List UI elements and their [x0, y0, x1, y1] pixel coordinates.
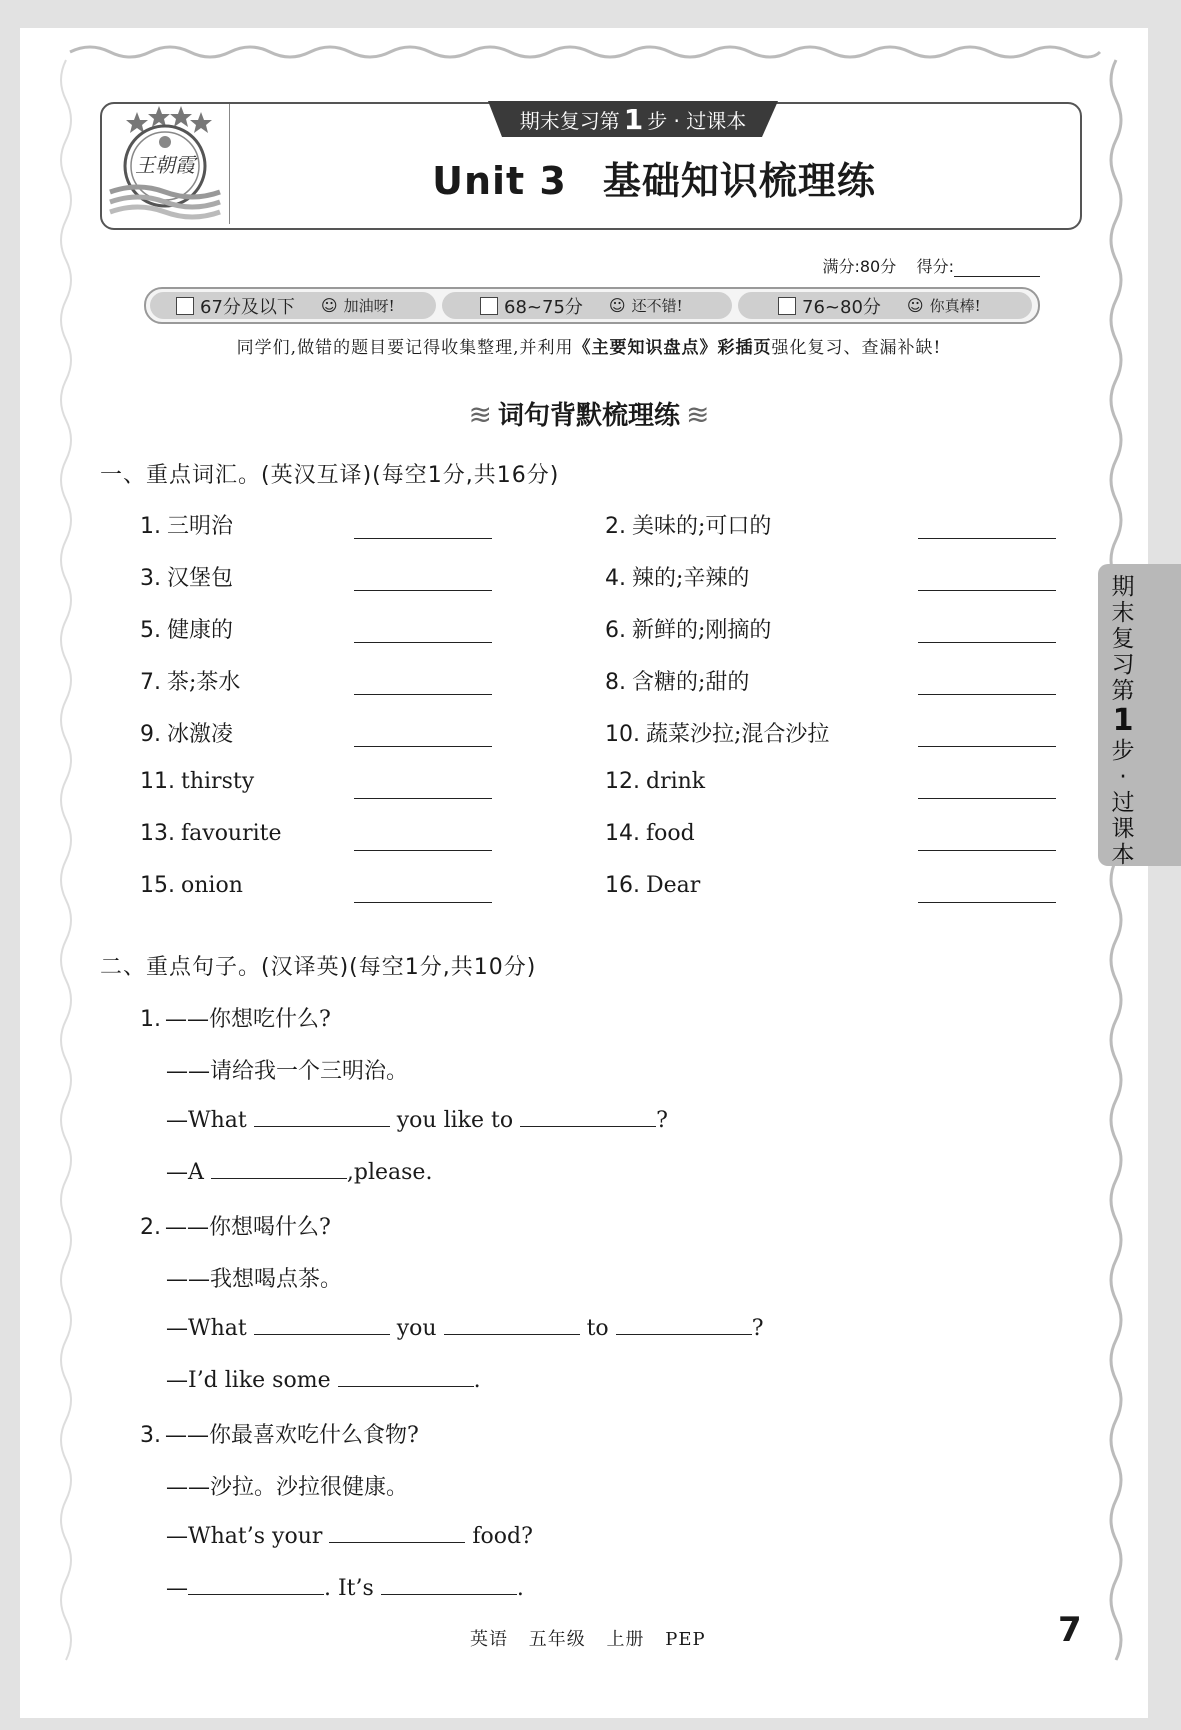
answer-blank[interactable]	[918, 642, 1056, 643]
rating-option-high[interactable]	[778, 289, 981, 322]
item-number: 7.	[140, 670, 161, 695]
rating-cheer: 还不错!	[631, 297, 683, 315]
question-3-en1	[166, 1522, 533, 1549]
rating-range: 67分及以下	[200, 296, 295, 318]
answer-blank[interactable]	[354, 642, 492, 643]
sentence-part: —What	[166, 1108, 247, 1133]
side-tab-text	[1098, 574, 1148, 868]
vocab-item	[140, 613, 233, 644]
rating-cheer: 加油呀!	[343, 297, 395, 315]
notice-bold: 《主要知识盘点》彩插页	[573, 338, 772, 358]
rating-cheer: 你真棒!	[929, 297, 981, 315]
checkbox-mid[interactable]	[480, 297, 498, 315]
question-text: ——你想吃什么?	[165, 1007, 331, 1032]
rating-option-mid[interactable]	[480, 289, 683, 322]
question-1-zh2: ——请给我一个三明治。	[166, 1059, 409, 1084]
side-char: 末	[1111, 600, 1135, 626]
item-number: 11.	[140, 769, 175, 794]
item-text: 含糖的;甜的	[632, 670, 750, 695]
answer-blank[interactable]	[918, 590, 1056, 591]
sentence-part: you like to	[396, 1108, 514, 1133]
vocab-item	[605, 561, 749, 592]
footer	[470, 1625, 706, 1651]
item-text: drink	[646, 769, 706, 794]
sentence-part: —I’d like some	[166, 1368, 331, 1393]
question-2-zh2: ——我想喝点茶。	[166, 1267, 343, 1292]
side-char: 课	[1111, 816, 1135, 842]
wave-decoration-icon: ≋	[468, 398, 492, 431]
vocab-item	[140, 821, 282, 846]
answer-blank[interactable]	[918, 694, 1056, 695]
answer-blank[interactable]	[354, 850, 492, 851]
step-banner-text	[488, 101, 778, 137]
notice-after: 强化复习、查漏补缺!	[771, 338, 942, 358]
rating-range: 76~80分	[802, 296, 881, 318]
sentence-part: .	[516, 1576, 524, 1601]
vocab-item	[605, 613, 771, 644]
item-text: food	[646, 821, 695, 846]
banner-prefix: 期末复习第	[519, 108, 620, 133]
answer-blank[interactable]	[520, 1106, 656, 1127]
item-text: 蔬菜沙拉;混合沙拉	[646, 722, 830, 747]
answer-blank[interactable]	[381, 1574, 517, 1595]
footer-edition: PEP	[665, 1629, 706, 1650]
item-number: 3.	[140, 566, 161, 591]
item-number: 12.	[605, 769, 640, 794]
side-char: 过	[1111, 790, 1135, 816]
score-blank[interactable]	[954, 262, 1040, 277]
item-text: 冰激凌	[167, 722, 234, 747]
vocab-item	[140, 561, 233, 592]
footer-grade: 五年级	[528, 1629, 586, 1650]
item-text: 茶;茶水	[167, 670, 241, 695]
vocab-item	[605, 769, 705, 794]
item-text: 健康的	[167, 618, 234, 643]
answer-blank[interactable]	[918, 746, 1056, 747]
rating-range: 68~75分	[504, 296, 583, 318]
answer-blank[interactable]	[616, 1314, 752, 1335]
answer-blank[interactable]	[254, 1106, 390, 1127]
publisher-logo-icon	[104, 106, 226, 222]
side-number: 1	[1112, 703, 1134, 738]
item-text: favourite	[181, 821, 282, 846]
sentence-part: —A	[166, 1160, 204, 1185]
unit-label: Unit 3	[432, 159, 567, 203]
smiley-face-icon: ☺	[608, 296, 626, 315]
vocab-item	[605, 717, 829, 748]
item-number: 13.	[140, 821, 175, 846]
answer-blank[interactable]	[211, 1158, 347, 1179]
side-char: 期	[1111, 574, 1135, 600]
side-char: 本	[1111, 842, 1135, 868]
question-3-zh2: ——沙拉。沙拉很健康。	[166, 1475, 409, 1500]
item-text: Dear	[646, 873, 701, 898]
item-text: 汉堡包	[167, 566, 234, 591]
question-number: 1.	[140, 1007, 161, 1032]
answer-blank[interactable]	[254, 1314, 390, 1335]
footer-subject: 英语	[470, 1629, 508, 1650]
banner-number: 1	[623, 102, 644, 136]
sentence-part: —	[166, 1576, 188, 1601]
answer-blank[interactable]	[918, 902, 1056, 903]
section-title-text: 词句背默梳理练	[497, 401, 680, 431]
smiley-face-icon: ☺	[320, 296, 338, 315]
answer-blank[interactable]	[354, 694, 492, 695]
side-char: ·	[1119, 764, 1127, 790]
answer-blank[interactable]	[338, 1366, 474, 1387]
sentence-part: —What	[166, 1316, 247, 1341]
vocab-item	[605, 873, 700, 898]
sentence-part: to	[586, 1316, 609, 1341]
item-number: 1.	[140, 514, 161, 539]
question-1-zh1	[140, 1002, 331, 1033]
sentence-part: food?	[472, 1524, 533, 1549]
side-char: 步	[1111, 738, 1135, 764]
answer-blank[interactable]	[354, 590, 492, 591]
vocab-item	[605, 509, 771, 540]
answer-blank[interactable]	[444, 1314, 580, 1335]
rating-bar	[144, 287, 1040, 324]
question-2-en2	[166, 1366, 481, 1393]
smiley-face-icon: ☺	[906, 296, 924, 315]
item-number: 8.	[605, 670, 626, 695]
sentence-part: . It’s	[324, 1576, 374, 1601]
item-number: 10.	[605, 722, 640, 747]
page-number: 7	[1058, 1610, 1082, 1650]
vocab-item	[140, 665, 240, 696]
answer-blank[interactable]	[354, 798, 492, 799]
item-number: 15.	[140, 873, 175, 898]
vocab-item	[140, 509, 233, 540]
question-number: 3.	[140, 1423, 161, 1448]
item-text: 辣的;辛辣的	[632, 566, 750, 591]
item-text: 新鲜的;刚摘的	[632, 618, 772, 643]
sentence-part: ,please.	[346, 1160, 433, 1185]
notice-text	[100, 333, 1078, 358]
sentence-part: ?	[751, 1316, 764, 1341]
full-score-label: 满分:80分	[822, 257, 897, 276]
question-1-en1	[166, 1106, 668, 1133]
item-text: onion	[181, 873, 243, 898]
question-text: ——你最喜欢吃什么食物?	[165, 1423, 419, 1448]
got-score-label: 得分:	[916, 257, 954, 276]
item-text: thirsty	[181, 769, 255, 794]
question-text: ——你想喝什么?	[165, 1215, 331, 1240]
answer-blank[interactable]	[354, 538, 492, 539]
side-char: 第	[1111, 678, 1135, 704]
sentence-part: .	[473, 1368, 481, 1393]
side-char: 复	[1111, 626, 1135, 652]
checkbox-high[interactable]	[778, 297, 796, 315]
item-text: 三明治	[167, 514, 234, 539]
score-line	[780, 254, 1040, 277]
question-2-zh1	[140, 1210, 331, 1241]
footer-volume: 上册	[606, 1629, 645, 1650]
question-3-en2	[166, 1574, 524, 1601]
answer-blank[interactable]	[918, 538, 1056, 539]
answer-blank[interactable]	[188, 1574, 324, 1595]
answer-blank[interactable]	[918, 798, 1056, 799]
item-number: 6.	[605, 618, 626, 643]
vocab-item	[140, 873, 243, 898]
section-title	[100, 395, 1078, 432]
item-text: 美味的;可口的	[632, 514, 772, 539]
part2-heading: 二、重点句子。(汉译英)(每空1分,共10分)	[100, 955, 537, 980]
sentence-part: you	[396, 1316, 437, 1341]
answer-blank[interactable]	[354, 746, 492, 747]
answer-blank[interactable]	[329, 1522, 465, 1543]
vocab-item	[605, 821, 695, 846]
sentence-part: ?	[656, 1108, 668, 1133]
item-number: 16.	[605, 873, 640, 898]
vocab-item	[140, 717, 233, 748]
vocab-item	[605, 665, 749, 696]
item-number: 9.	[140, 722, 161, 747]
item-number: 5.	[140, 618, 161, 643]
svg-text:王朝霞: 王朝霞	[135, 153, 195, 177]
page-title	[230, 150, 1078, 205]
question-3-zh1	[140, 1418, 419, 1449]
title-text: 基础知识梳理练	[602, 159, 876, 203]
item-number: 2.	[605, 514, 626, 539]
sentence-part: —What’s your	[166, 1524, 323, 1549]
item-number: 4.	[605, 566, 626, 591]
answer-blank[interactable]	[918, 850, 1056, 851]
question-2-en1	[166, 1314, 763, 1341]
vocab-item	[140, 769, 254, 794]
part1-heading: 一、重点词汇。(英汉互译)(每空1分,共16分)	[100, 463, 560, 488]
checkbox-low[interactable]	[176, 297, 194, 315]
banner-suffix: 步 · 过课本	[647, 108, 747, 133]
wave-decoration-icon: ≋	[686, 398, 710, 431]
answer-blank[interactable]	[354, 902, 492, 903]
notice-before: 同学们,做错的题目要记得收集整理,并利用	[236, 338, 574, 358]
side-char: 习	[1111, 652, 1135, 678]
item-number: 14.	[605, 821, 640, 846]
question-1-en2	[166, 1158, 432, 1185]
rating-option-low[interactable]	[176, 289, 395, 322]
question-number: 2.	[140, 1215, 161, 1240]
